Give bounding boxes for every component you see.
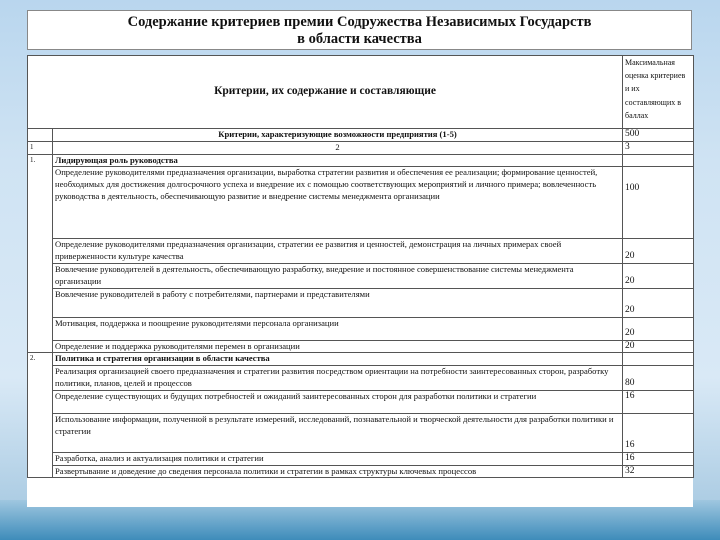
- max-score: 20: [623, 288, 694, 317]
- criteria-table: [27, 55, 694, 478]
- max-score: 32: [623, 465, 694, 478]
- column-number-3: 3: [623, 141, 694, 154]
- row-number: [28, 239, 53, 264]
- criterion-title: Политика и стратегия организации в области качества: [53, 353, 623, 366]
- max-score: 20: [623, 317, 694, 340]
- max-score: 20: [623, 340, 694, 353]
- criterion-description: Определение руководителями предназначения организации, стратегии ее развития и ценностей, демонстрация на личных примерах своей приверженности культуре качества: [53, 239, 623, 264]
- max-score: [623, 353, 694, 366]
- criterion-title: Лидирующая роль руководства: [53, 154, 623, 167]
- table-row: [28, 353, 694, 366]
- max-score: 16: [623, 413, 694, 452]
- criteria-rows: [28, 154, 694, 478]
- criterion-description: Определение существующих и будущих потребностей и ожиданий заинтересованных сторон для разработки политики и стратегии: [53, 390, 623, 413]
- max-score: 80: [623, 366, 694, 391]
- column-number-1: 1: [28, 141, 53, 154]
- max-score: [623, 154, 694, 167]
- row-number: [28, 452, 53, 465]
- criteria-document: [27, 55, 693, 507]
- table-header-row: [28, 56, 694, 129]
- criterion-description: Вовлечение руководителей в деятельность, обеспечивающую разработку, внедрение и постоянное совершенствование системы менеджмента организации: [53, 263, 623, 288]
- page-title-line-1: Содержание критериев премии Содружества Независимых Государств: [127, 14, 592, 30]
- row-number: [28, 263, 53, 288]
- row-number: [28, 390, 53, 413]
- criteria-group-subheader: Критерии, характеризующие возможности предприятия (1-5): [53, 129, 623, 142]
- max-score: 100: [623, 167, 694, 239]
- column-number-row: [28, 141, 694, 154]
- total-points: 500: [623, 129, 694, 142]
- max-score: 16: [623, 452, 694, 465]
- page-title-box: [27, 10, 692, 50]
- row-number: [28, 340, 53, 353]
- table-row: [28, 167, 694, 239]
- criterion-description: Развертывание и доведение до сведения персонала политики и стратегии в рамках структуры ключевых процессов: [53, 465, 623, 478]
- criterion-description: Использование информации, полученной в результате измерений, исследований, познавательной и творческой деятельности для разработки политики и стратегии: [53, 413, 623, 452]
- row-number: [28, 465, 53, 478]
- table-row: [28, 317, 694, 340]
- criteria-column-header: Критерии, их содержание и составляющие: [28, 56, 623, 129]
- table-row: [28, 239, 694, 264]
- row-number: [28, 167, 53, 239]
- max-score: 16: [623, 390, 694, 413]
- criterion-description: Разработка, анализ и актуализация политики и стратегии: [53, 452, 623, 465]
- table-row: [28, 340, 694, 353]
- max-score-column-header: Максимальная оценка критериев и их составляющих в баллах: [623, 56, 694, 129]
- criterion-description: Вовлечение руководителей в работу с потребителями, партнерами и представителями: [53, 288, 623, 317]
- row-number: [28, 413, 53, 452]
- max-score: 20: [623, 239, 694, 264]
- table-row: [28, 413, 694, 452]
- table-row: [28, 390, 694, 413]
- table-row: [28, 465, 694, 478]
- criterion-description: Мотивация, поддержка и поощрение руководителями персонала организации: [53, 317, 623, 340]
- max-score: 20: [623, 263, 694, 288]
- table-subheader-row: [28, 129, 694, 142]
- row-number: [28, 288, 53, 317]
- page-title-line-2: в области качества: [297, 31, 422, 47]
- criterion-description: Реализация организацией своего предназначения и стратегии развития посредством ориентации на потребности заинтересованных сторон, разработку политики, планов, целей и процессов: [53, 366, 623, 391]
- table-row: [28, 154, 694, 167]
- criterion-description: Определение и поддержка руководителями перемен в организации: [53, 340, 623, 353]
- row-number: [28, 366, 53, 391]
- table-row: [28, 366, 694, 391]
- table-row: [28, 288, 694, 317]
- table-row: [28, 263, 694, 288]
- row-number: [28, 317, 53, 340]
- row-number: 2.: [28, 353, 53, 366]
- column-number-2: 2: [53, 141, 623, 154]
- row-number: 1.: [28, 154, 53, 167]
- criterion-description: Определение руководителями предназначения организации, выработка стратегии развития и обеспечения ее реализации; формирование ценностей, необходимых для достижения долгосрочного успеха и внедрение их с помощью соответствующих мероприятий и личного примера; вовлеченность руководства в деятельность, обеспечивающую развитие и внедрение системы менеджмента организации: [53, 167, 623, 239]
- table-row: [28, 452, 694, 465]
